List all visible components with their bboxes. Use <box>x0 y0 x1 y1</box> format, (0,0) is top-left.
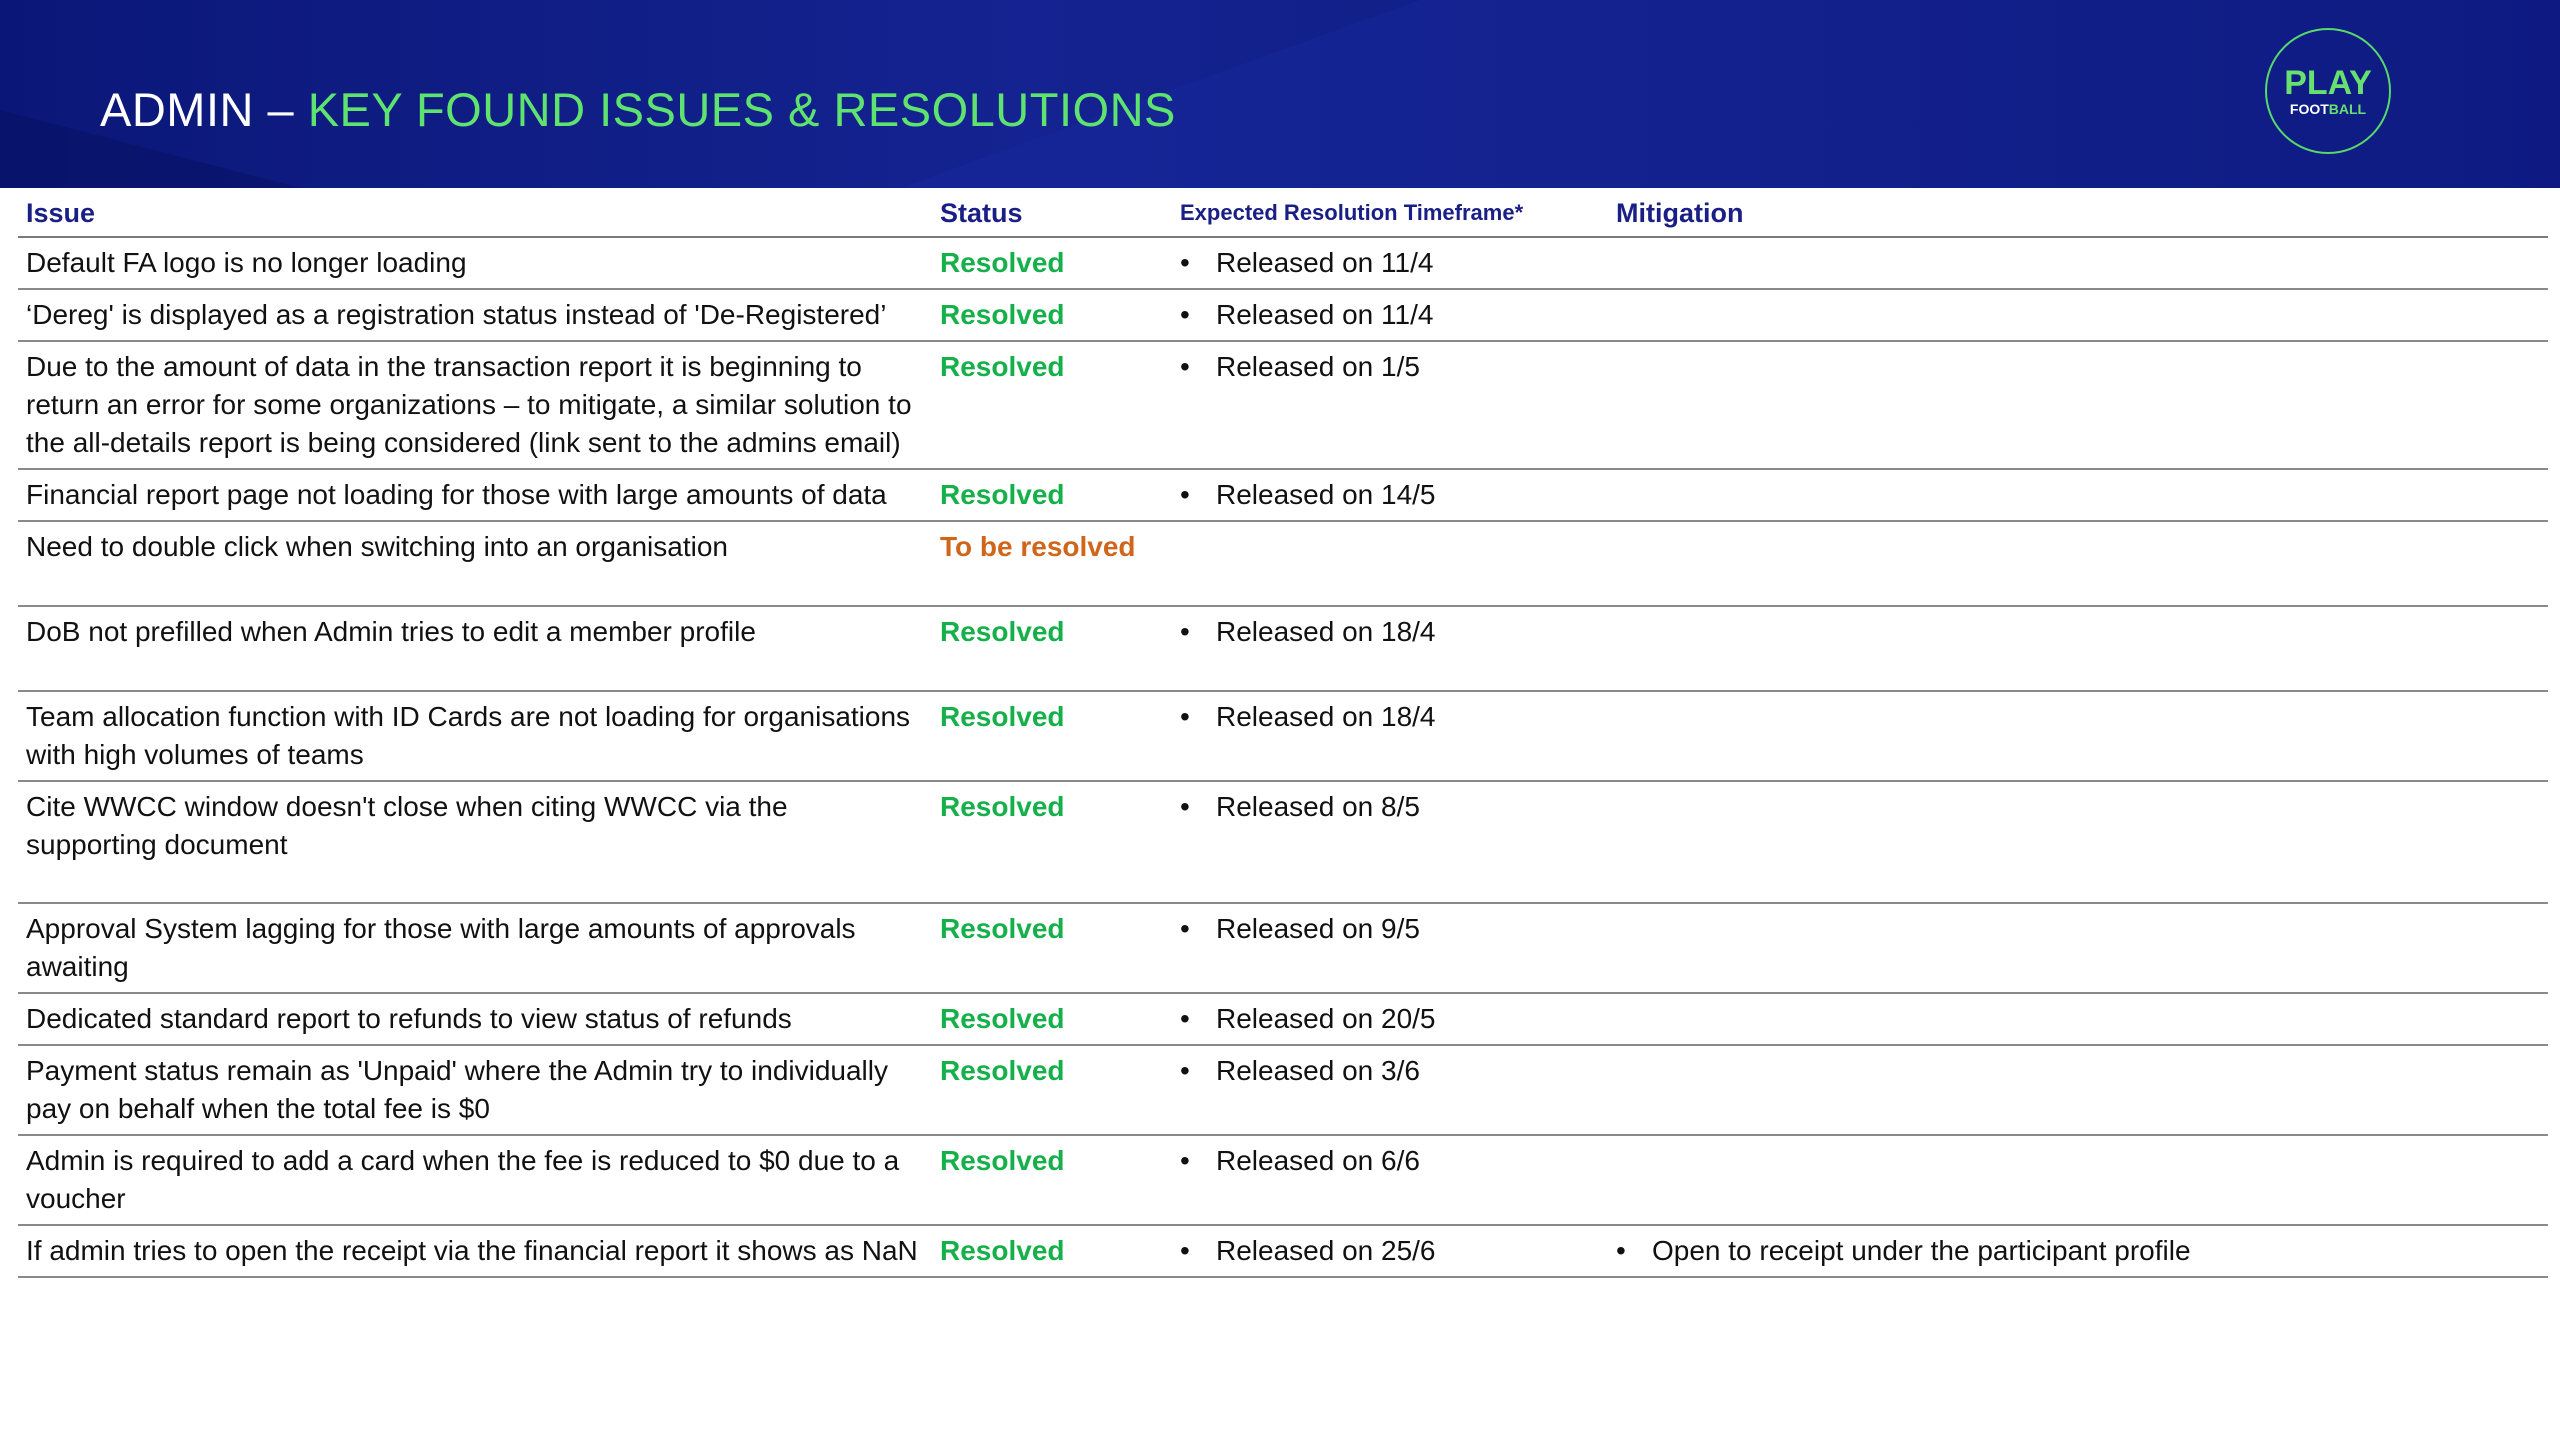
status-cell <box>932 341 1172 469</box>
table-header-row <box>18 188 2548 237</box>
status-cell <box>932 691 1172 781</box>
timeframe-bullet: • Released on 9/5 <box>1180 913 1420 944</box>
issue-cell: DoB not prefilled when Admin tries to edit a member profile <box>26 616 756 647</box>
mitigation-bullet: • Open to receipt under the participant profile <box>1616 1235 2191 1266</box>
status-badge: Resolved <box>940 701 1065 732</box>
status-cell <box>932 606 1172 691</box>
issue-cell: If admin tries to open the receipt via the financial report it shows as NaN <box>26 1235 918 1266</box>
mitigation-cell <box>1608 1135 2548 1225</box>
timeframe-bullet: • Released on 18/4 <box>1180 616 1436 647</box>
issue-cell: Approval System lagging for those with large amounts of approvals awaiting <box>26 913 856 982</box>
mitigation-cell <box>1608 993 2548 1045</box>
timeframe-bullet: • Released on 25/6 <box>1180 1235 1436 1266</box>
table-row <box>18 469 2548 521</box>
issue-cell: Cite WWCC window doesn't close when citing WWCC via the supporting document <box>26 791 788 860</box>
issue-cell: Admin is required to add a card when the fee is reduced to $0 due to a voucher <box>26 1145 900 1214</box>
timeframe-cell <box>1172 606 1608 691</box>
mitigation-cell <box>1608 1045 2548 1135</box>
mitigation-cell <box>1608 903 2548 993</box>
timeframe-bullet: • Released on 14/5 <box>1180 479 1436 510</box>
status-badge: Resolved <box>940 1235 1065 1266</box>
logo-ball-text: BALL <box>2328 101 2367 117</box>
mitigation-cell <box>1608 289 2548 341</box>
issue-cell: Default FA logo is no longer loading <box>26 247 467 278</box>
status-cell <box>932 521 1172 606</box>
column-header-issue: Issue <box>26 198 96 228</box>
status-badge: Resolved <box>940 791 1065 822</box>
table-row <box>18 237 2548 289</box>
table-row <box>18 903 2548 993</box>
timeframe-cell <box>1172 521 1608 606</box>
timeframe-bullet: • Released on 11/4 <box>1180 299 1433 330</box>
title-highlight: KEY FOUND ISSUES & RESOLUTIONS <box>307 83 1176 136</box>
timeframe-cell <box>1172 1225 1608 1277</box>
table-row <box>18 1045 2548 1135</box>
logo-foot-text: FOOT <box>2289 101 2329 117</box>
mitigation-cell <box>1608 606 2548 691</box>
table-row <box>18 781 2548 903</box>
logo-football-text <box>2267 102 2389 116</box>
column-header-timeframe: Expected Resolution Timeframe* <box>1180 200 1524 225</box>
issues-table <box>18 188 2548 1278</box>
status-cell <box>932 289 1172 341</box>
mitigation-cell <box>1608 237 2548 289</box>
issue-cell: Team allocation function with ID Cards are not loading for organisations with high volumes of teams <box>26 701 911 770</box>
issue-cell: ‘Dereg' is displayed as a registration status instead of 'De-Registered’ <box>26 299 887 330</box>
status-badge: Resolved <box>940 351 1065 382</box>
mitigation-cell <box>1608 469 2548 521</box>
table-row <box>18 289 2548 341</box>
timeframe-bullet: • Released on 20/5 <box>1180 1003 1436 1034</box>
timeframe-cell <box>1172 237 1608 289</box>
status-cell <box>932 1045 1172 1135</box>
timeframe-cell <box>1172 341 1608 469</box>
status-cell <box>932 237 1172 289</box>
timeframe-cell <box>1172 1045 1608 1135</box>
issue-cell: Due to the amount of data in the transaction report it is beginning to return an error for some organizations – to mitigate, a similar solution to the all-details report is being considered (link sent to the admins email) <box>26 351 912 458</box>
table-row <box>18 1135 2548 1225</box>
status-cell <box>932 469 1172 521</box>
status-cell <box>932 903 1172 993</box>
page-title <box>100 82 1176 137</box>
timeframe-bullet: • Released on 6/6 <box>1180 1145 1420 1176</box>
timeframe-cell <box>1172 1135 1608 1225</box>
column-header-status: Status <box>940 198 1023 228</box>
timeframe-bullet: • Released on 1/5 <box>1180 351 1420 382</box>
mitigation-cell <box>1608 1225 2548 1277</box>
mitigation-cell <box>1608 781 2548 903</box>
table-row <box>18 993 2548 1045</box>
status-badge: Resolved <box>940 1145 1065 1176</box>
status-badge: Resolved <box>940 1055 1065 1086</box>
status-badge: Resolved <box>940 479 1065 510</box>
status-badge: Resolved <box>940 247 1065 278</box>
table-row <box>18 521 2548 606</box>
status-badge: Resolved <box>940 913 1065 944</box>
status-badge: To be resolved <box>940 531 1136 562</box>
status-cell <box>932 781 1172 903</box>
issue-cell: Need to double click when switching into an organisation <box>26 531 728 562</box>
status-badge: Resolved <box>940 299 1065 330</box>
status-badge: Resolved <box>940 1003 1065 1034</box>
mitigation-cell <box>1608 521 2548 606</box>
status-cell <box>932 993 1172 1045</box>
logo-play-text: PLAY <box>2284 64 2372 102</box>
timeframe-bullet: • Released on 11/4 <box>1180 247 1433 278</box>
timeframe-cell <box>1172 691 1608 781</box>
table-row <box>18 1225 2548 1277</box>
table-row <box>18 691 2548 781</box>
mitigation-cell <box>1608 691 2548 781</box>
table-row <box>18 606 2548 691</box>
play-football-logo <box>2265 28 2391 154</box>
timeframe-bullet: • Released on 3/6 <box>1180 1055 1420 1086</box>
mitigation-cell <box>1608 341 2548 469</box>
timeframe-cell <box>1172 781 1608 903</box>
timeframe-cell <box>1172 993 1608 1045</box>
column-header-mitigation: Mitigation <box>1616 198 1744 228</box>
status-cell <box>932 1135 1172 1225</box>
table-row <box>18 341 2548 469</box>
issue-cell: Dedicated standard report to refunds to view status of refunds <box>26 1003 792 1034</box>
status-badge: Resolved <box>940 616 1065 647</box>
timeframe-cell <box>1172 469 1608 521</box>
header-banner <box>0 0 2560 188</box>
issue-cell: Payment status remain as 'Unpaid' where the Admin try to individually pay on behalf when the total fee is $0 <box>26 1055 888 1124</box>
timeframe-cell <box>1172 903 1608 993</box>
timeframe-cell <box>1172 289 1608 341</box>
table-body <box>18 237 2548 1277</box>
timeframe-bullet: • Released on 18/4 <box>1180 701 1436 732</box>
status-cell <box>932 1225 1172 1277</box>
timeframe-bullet: • Released on 8/5 <box>1180 791 1420 822</box>
issue-cell: Financial report page not loading for those with large amounts of data <box>26 479 887 510</box>
title-prefix: ADMIN – <box>100 83 308 136</box>
